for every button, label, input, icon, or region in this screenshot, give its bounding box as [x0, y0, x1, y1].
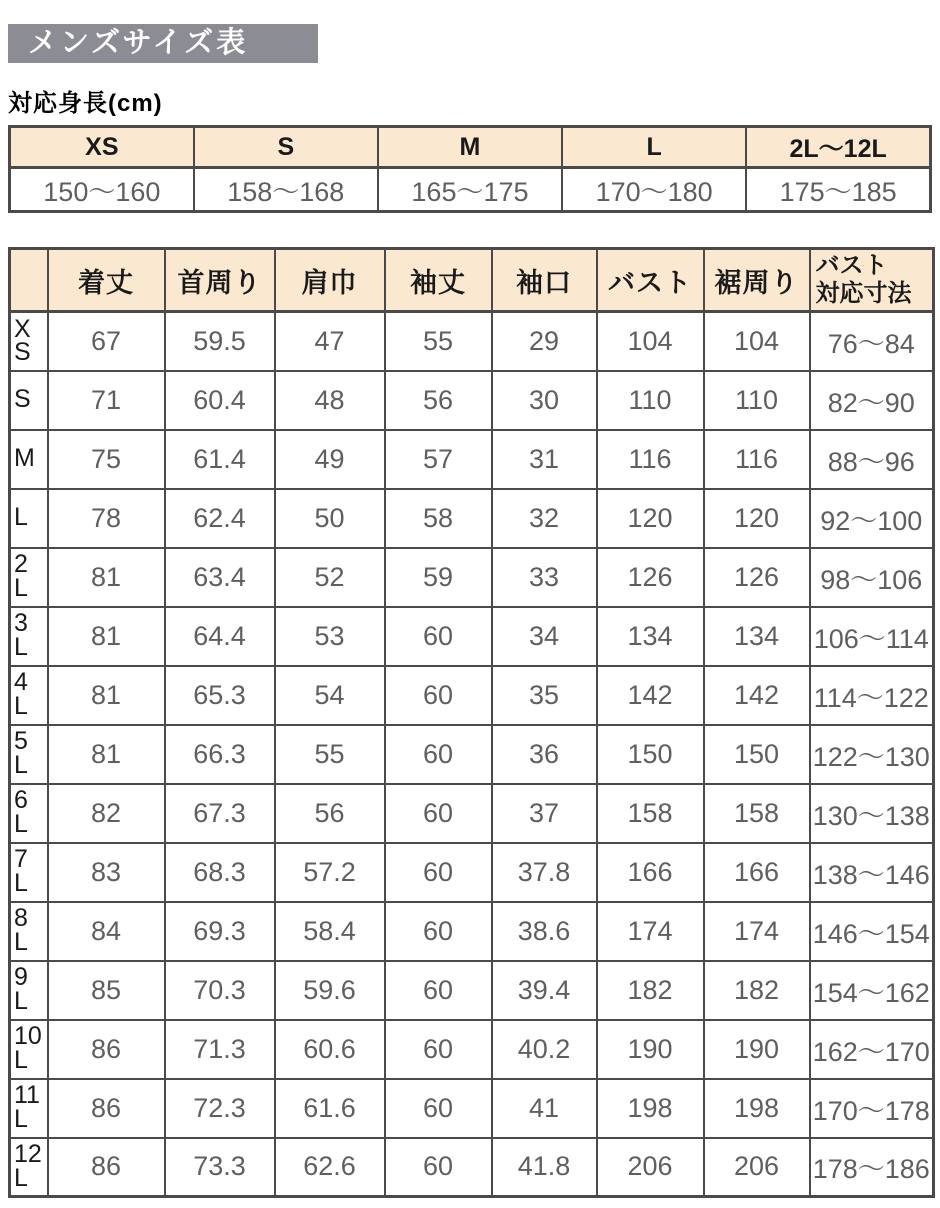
page-title: メンズサイズ表: [8, 24, 318, 63]
measurement-cell: 86: [48, 1020, 165, 1079]
measurement-cell: 60: [385, 607, 492, 666]
size-table-row: [10, 607, 934, 666]
measurement-cell: 60: [385, 784, 492, 843]
measurement-cell: 36: [492, 725, 597, 784]
height-range-cell: 165〜175: [378, 168, 562, 212]
measurement-cell: 70.3: [165, 961, 275, 1020]
measurement-cell: 57: [385, 430, 492, 489]
measurement-cell: 29: [492, 312, 597, 371]
height-column-header: XS: [10, 127, 194, 168]
size-table-row: [10, 312, 934, 371]
measurement-cell: 154〜162: [810, 961, 934, 1020]
measurement-cell: 62.6: [275, 1138, 385, 1197]
size-table-header-row: [10, 249, 934, 312]
height-table: [8, 125, 932, 213]
measurement-cell: 104: [597, 312, 704, 371]
size-table-row: [10, 1079, 934, 1138]
measurement-cell: 72.3: [165, 1079, 275, 1138]
measurement-cell: 58: [385, 489, 492, 548]
measurement-cell: 78: [48, 489, 165, 548]
size-row-label: 3 L: [10, 607, 48, 666]
size-column-header: 袖口: [492, 249, 597, 312]
measurement-cell: 66.3: [165, 725, 275, 784]
size-row-label: M: [10, 430, 48, 489]
measurement-cell: 158: [704, 784, 810, 843]
measurement-cell: 81: [48, 548, 165, 607]
measurement-cell: 67: [48, 312, 165, 371]
measurement-cell: 76〜84: [810, 312, 934, 371]
measurement-cell: 150: [704, 725, 810, 784]
corner-cell: [10, 249, 48, 312]
measurement-cell: 82〜90: [810, 371, 934, 430]
measurement-cell: 35: [492, 666, 597, 725]
measurement-cell: 32: [492, 489, 597, 548]
measurement-cell: 60: [385, 1020, 492, 1079]
measurement-cell: 56: [385, 371, 492, 430]
measurement-cell: 198: [597, 1079, 704, 1138]
measurement-cell: 84: [48, 902, 165, 961]
measurement-cell: 30: [492, 371, 597, 430]
measurement-cell: 53: [275, 607, 385, 666]
measurement-cell: 60.4: [165, 371, 275, 430]
measurement-cell: 59: [385, 548, 492, 607]
height-range-cell: 150〜160: [10, 168, 194, 212]
measurement-cell: 59.6: [275, 961, 385, 1020]
measurement-cell: 158: [597, 784, 704, 843]
size-table-body: [10, 312, 934, 1197]
size-column-header: 着丈: [48, 249, 165, 312]
measurement-cell: 85: [48, 961, 165, 1020]
measurement-cell: 50: [275, 489, 385, 548]
measurement-cell: 178〜186: [810, 1138, 934, 1197]
measurement-cell: 146〜154: [810, 902, 934, 961]
measurement-cell: 130〜138: [810, 784, 934, 843]
height-range-cell: 170〜180: [562, 168, 746, 212]
measurement-cell: 116: [597, 430, 704, 489]
size-row-label: 12 L: [10, 1138, 48, 1197]
measurement-cell: 81: [48, 607, 165, 666]
measurement-cell: 41.8: [492, 1138, 597, 1197]
size-row-label: 2 L: [10, 548, 48, 607]
measurement-cell: 174: [704, 902, 810, 961]
measurement-cell: 86: [48, 1079, 165, 1138]
measurement-cell: 170〜178: [810, 1079, 934, 1138]
measurement-cell: 206: [704, 1138, 810, 1197]
height-section-title: 対応身長(cm): [8, 90, 163, 117]
measurement-cell: 81: [48, 666, 165, 725]
size-table-row: [10, 902, 934, 961]
measurement-cell: 142: [597, 666, 704, 725]
measurement-cell: 69.3: [165, 902, 275, 961]
size-column-header: バスト: [597, 249, 704, 312]
measurement-cell: 104: [704, 312, 810, 371]
measurement-cell: 116: [704, 430, 810, 489]
measurement-cell: 120: [704, 489, 810, 548]
measurement-cell: 75: [48, 430, 165, 489]
measurement-cell: 39.4: [492, 961, 597, 1020]
measurement-cell: 71: [48, 371, 165, 430]
size-row-label: X S: [10, 312, 48, 371]
size-table: [8, 247, 935, 1198]
measurement-cell: 64.4: [165, 607, 275, 666]
measurement-cell: 55: [385, 312, 492, 371]
measurement-cell: 60: [385, 843, 492, 902]
height-table-value-row: [10, 168, 931, 212]
size-row-label: 10 L: [10, 1020, 48, 1079]
size-column-header: バスト 対応寸法: [810, 249, 934, 312]
measurement-cell: 61.6: [275, 1079, 385, 1138]
measurement-cell: 65.3: [165, 666, 275, 725]
size-table-row: [10, 371, 934, 430]
measurement-cell: 60.6: [275, 1020, 385, 1079]
measurement-cell: 38.6: [492, 902, 597, 961]
size-table-row: [10, 784, 934, 843]
measurement-cell: 55: [275, 725, 385, 784]
size-row-label: 4 L: [10, 666, 48, 725]
measurement-cell: 40.2: [492, 1020, 597, 1079]
size-table-row: [10, 430, 934, 489]
size-row-label: S: [10, 371, 48, 430]
measurement-cell: 88〜96: [810, 430, 934, 489]
measurement-cell: 122〜130: [810, 725, 934, 784]
measurement-cell: 182: [704, 961, 810, 1020]
measurement-cell: 54: [275, 666, 385, 725]
size-row-label: 9 L: [10, 961, 48, 1020]
measurement-cell: 56: [275, 784, 385, 843]
measurement-cell: 106〜114: [810, 607, 934, 666]
measurement-cell: 182: [597, 961, 704, 1020]
measurement-cell: 198: [704, 1079, 810, 1138]
size-row-label: 6 L: [10, 784, 48, 843]
measurement-cell: 82: [48, 784, 165, 843]
measurement-cell: 49: [275, 430, 385, 489]
measurement-cell: 150: [597, 725, 704, 784]
measurement-cell: 190: [597, 1020, 704, 1079]
measurement-cell: 60: [385, 902, 492, 961]
size-table-row: [10, 961, 934, 1020]
measurement-cell: 63.4: [165, 548, 275, 607]
measurement-cell: 134: [704, 607, 810, 666]
size-table-row: [10, 489, 934, 548]
measurement-cell: 57.2: [275, 843, 385, 902]
measurement-cell: 174: [597, 902, 704, 961]
measurement-cell: 62.4: [165, 489, 275, 548]
measurement-cell: 41: [492, 1079, 597, 1138]
size-table-row: [10, 548, 934, 607]
measurement-cell: 73.3: [165, 1138, 275, 1197]
size-column-header: 袖丈: [385, 249, 492, 312]
height-column-header: S: [194, 127, 378, 168]
measurement-cell: 60: [385, 725, 492, 784]
measurement-cell: 34: [492, 607, 597, 666]
size-row-label: 7 L: [10, 843, 48, 902]
measurement-cell: 37.8: [492, 843, 597, 902]
measurement-cell: 142: [704, 666, 810, 725]
measurement-cell: 47: [275, 312, 385, 371]
height-range-cell: 158〜168: [194, 168, 378, 212]
measurement-cell: 110: [597, 371, 704, 430]
measurement-cell: 31: [492, 430, 597, 489]
measurement-cell: 59.5: [165, 312, 275, 371]
height-column-header: L: [562, 127, 746, 168]
size-table-row: [10, 1020, 934, 1079]
measurement-cell: 134: [597, 607, 704, 666]
height-range-cell: 175〜185: [746, 168, 930, 212]
size-row-label: 11 L: [10, 1079, 48, 1138]
measurement-cell: 166: [704, 843, 810, 902]
measurement-cell: 166: [597, 843, 704, 902]
measurement-cell: 126: [597, 548, 704, 607]
measurement-cell: 60: [385, 961, 492, 1020]
measurement-cell: 120: [597, 489, 704, 548]
measurement-cell: 98〜106: [810, 548, 934, 607]
height-table-header-row: [10, 127, 931, 168]
size-table-row: [10, 666, 934, 725]
measurement-cell: 110: [704, 371, 810, 430]
measurement-cell: 86: [48, 1138, 165, 1197]
size-row-label: 5 L: [10, 725, 48, 784]
size-column-header: 裾周り: [704, 249, 810, 312]
height-column-header: 2L〜12L: [746, 127, 930, 168]
measurement-cell: 92〜100: [810, 489, 934, 548]
measurement-cell: 33: [492, 548, 597, 607]
measurement-cell: 48: [275, 371, 385, 430]
measurement-cell: 162〜170: [810, 1020, 934, 1079]
measurement-cell: 71.3: [165, 1020, 275, 1079]
size-row-label: 8 L: [10, 902, 48, 961]
height-column-header: M: [378, 127, 562, 168]
measurement-cell: 114〜122: [810, 666, 934, 725]
measurement-cell: 67.3: [165, 784, 275, 843]
measurement-cell: 60: [385, 666, 492, 725]
measurement-cell: 37: [492, 784, 597, 843]
size-row-label: L: [10, 489, 48, 548]
measurement-cell: 81: [48, 725, 165, 784]
measurement-cell: 206: [597, 1138, 704, 1197]
measurement-cell: 190: [704, 1020, 810, 1079]
size-table-row: [10, 1138, 934, 1197]
measurement-cell: 138〜146: [810, 843, 934, 902]
measurement-cell: 60: [385, 1079, 492, 1138]
measurement-cell: 126: [704, 548, 810, 607]
measurement-cell: 83: [48, 843, 165, 902]
measurement-cell: 68.3: [165, 843, 275, 902]
size-table-row: [10, 843, 934, 902]
size-column-header: 首周り: [165, 249, 275, 312]
size-table-row: [10, 725, 934, 784]
measurement-cell: 52: [275, 548, 385, 607]
measurement-cell: 60: [385, 1138, 492, 1197]
measurement-cell: 61.4: [165, 430, 275, 489]
measurement-cell: 58.4: [275, 902, 385, 961]
size-column-header: 肩巾: [275, 249, 385, 312]
